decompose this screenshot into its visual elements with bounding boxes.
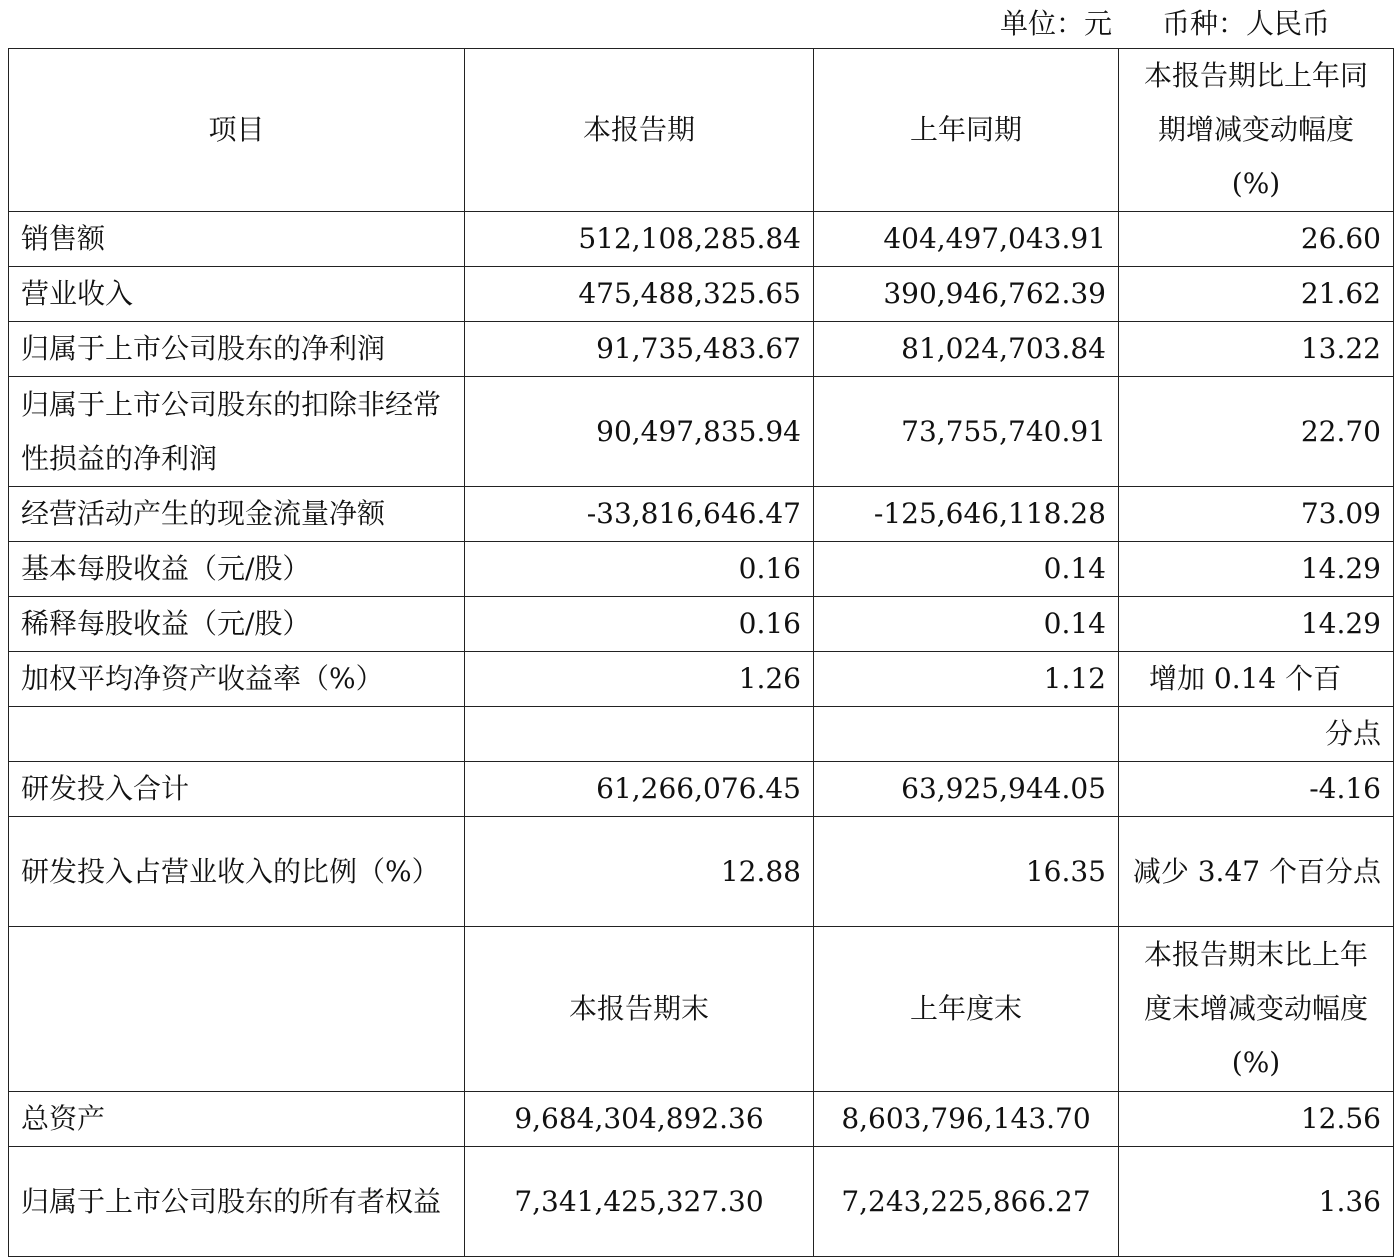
- row-current: [465, 707, 814, 762]
- row-change: 分点: [1119, 707, 1394, 762]
- table-row: [9, 212, 1394, 267]
- row-label: 经营活动产生的现金流量净额: [9, 487, 465, 542]
- row-change: 73.09: [1119, 487, 1394, 542]
- row-prior: 8,603,796,143.70: [814, 1092, 1119, 1147]
- row-change: 1.36: [1119, 1147, 1394, 1257]
- table-row: [9, 652, 1394, 707]
- row-label: 销售额: [9, 212, 465, 267]
- row-prior: [814, 707, 1119, 762]
- row-prior: 1.12: [814, 652, 1119, 707]
- row-current: 0.16: [465, 597, 814, 652]
- row-current: 7,341,425,327.30: [465, 1147, 814, 1257]
- row-change: -4.16: [1119, 762, 1394, 817]
- header2-item: [9, 927, 465, 1092]
- row-change: 14.29: [1119, 597, 1394, 652]
- table-row: [9, 597, 1394, 652]
- row-change: 12.56: [1119, 1092, 1394, 1147]
- row-current: 1.26: [465, 652, 814, 707]
- row-change: 26.60: [1119, 212, 1394, 267]
- row-change: 14.29: [1119, 542, 1394, 597]
- financial-data-table: [8, 48, 1394, 1257]
- row-prior: 7,243,225,866.27: [814, 1147, 1119, 1257]
- row-label: 归属于上市公司股东的净利润: [9, 322, 465, 377]
- row-change: 22.70: [1119, 377, 1394, 487]
- header-change-pct: 本报告期比上年同期增减变动幅度(%): [1119, 49, 1394, 212]
- row-prior: -125,646,118.28: [814, 487, 1119, 542]
- row-prior: 0.14: [814, 597, 1119, 652]
- table-row-continuation: [9, 707, 1394, 762]
- row-label: 归属于上市公司股东的扣除非经常性损益的净利润: [9, 377, 465, 487]
- table-row: [9, 377, 1394, 487]
- row-change: 13.22: [1119, 322, 1394, 377]
- row-current: 0.16: [465, 542, 814, 597]
- row-prior: 73,755,740.91: [814, 377, 1119, 487]
- row-label: 归属于上市公司股东的所有者权益: [9, 1147, 465, 1257]
- row-prior: 404,497,043.91: [814, 212, 1119, 267]
- row-current: 475,488,325.65: [465, 267, 814, 322]
- row-prior: 63,925,944.05: [814, 762, 1119, 817]
- unit-currency-line: [0, 0, 1330, 46]
- header-prior-period: 上年同期: [814, 49, 1119, 212]
- table-row: [9, 817, 1394, 927]
- table-header-row-2: [9, 927, 1394, 1092]
- table-row: [9, 1147, 1394, 1257]
- unit-label: 单位：元: [999, 7, 1112, 40]
- table-row: [9, 1092, 1394, 1147]
- row-change: 21.62: [1119, 267, 1394, 322]
- row-current: 91,735,483.67: [465, 322, 814, 377]
- row-label: 研发投入占营业收入的比例（%）: [9, 817, 465, 927]
- table-row: [9, 267, 1394, 322]
- currency-label: 币种：人民币: [1161, 7, 1330, 40]
- table-row: [9, 322, 1394, 377]
- row-current: 512,108,285.84: [465, 212, 814, 267]
- row-current: -33,816,646.47: [465, 487, 814, 542]
- row-label: 基本每股收益（元/股）: [9, 542, 465, 597]
- row-current: 90,497,835.94: [465, 377, 814, 487]
- row-label: 稀释每股收益（元/股）: [9, 597, 465, 652]
- row-label: 总资产: [9, 1092, 465, 1147]
- header2-current-period-end: 本报告期末: [465, 927, 814, 1092]
- table-header-row: [9, 49, 1394, 212]
- table-row: [9, 487, 1394, 542]
- header-current-period: 本报告期: [465, 49, 814, 212]
- row-label: 研发投入合计: [9, 762, 465, 817]
- row-prior: 16.35: [814, 817, 1119, 927]
- header-item: 项目: [9, 49, 465, 212]
- table-row: [9, 762, 1394, 817]
- row-prior: 390,946,762.39: [814, 267, 1119, 322]
- header2-prior-year-end: 上年度末: [814, 927, 1119, 1092]
- header2-change-pct: 本报告期末比上年度末增减变动幅度(%): [1119, 927, 1394, 1092]
- row-label: [9, 707, 465, 762]
- row-change: 减少 3.47 个百分点: [1119, 817, 1394, 927]
- row-current: 61,266,076.45: [465, 762, 814, 817]
- row-prior: 0.14: [814, 542, 1119, 597]
- row-label: 加权平均净资产收益率（%）: [9, 652, 465, 707]
- row-current: 12.88: [465, 817, 814, 927]
- row-label: 营业收入: [9, 267, 465, 322]
- row-prior: 81,024,703.84: [814, 322, 1119, 377]
- row-change: 增加 0.14 个百: [1119, 652, 1394, 707]
- table-row: [9, 542, 1394, 597]
- row-current: 9,684,304,892.36: [465, 1092, 814, 1147]
